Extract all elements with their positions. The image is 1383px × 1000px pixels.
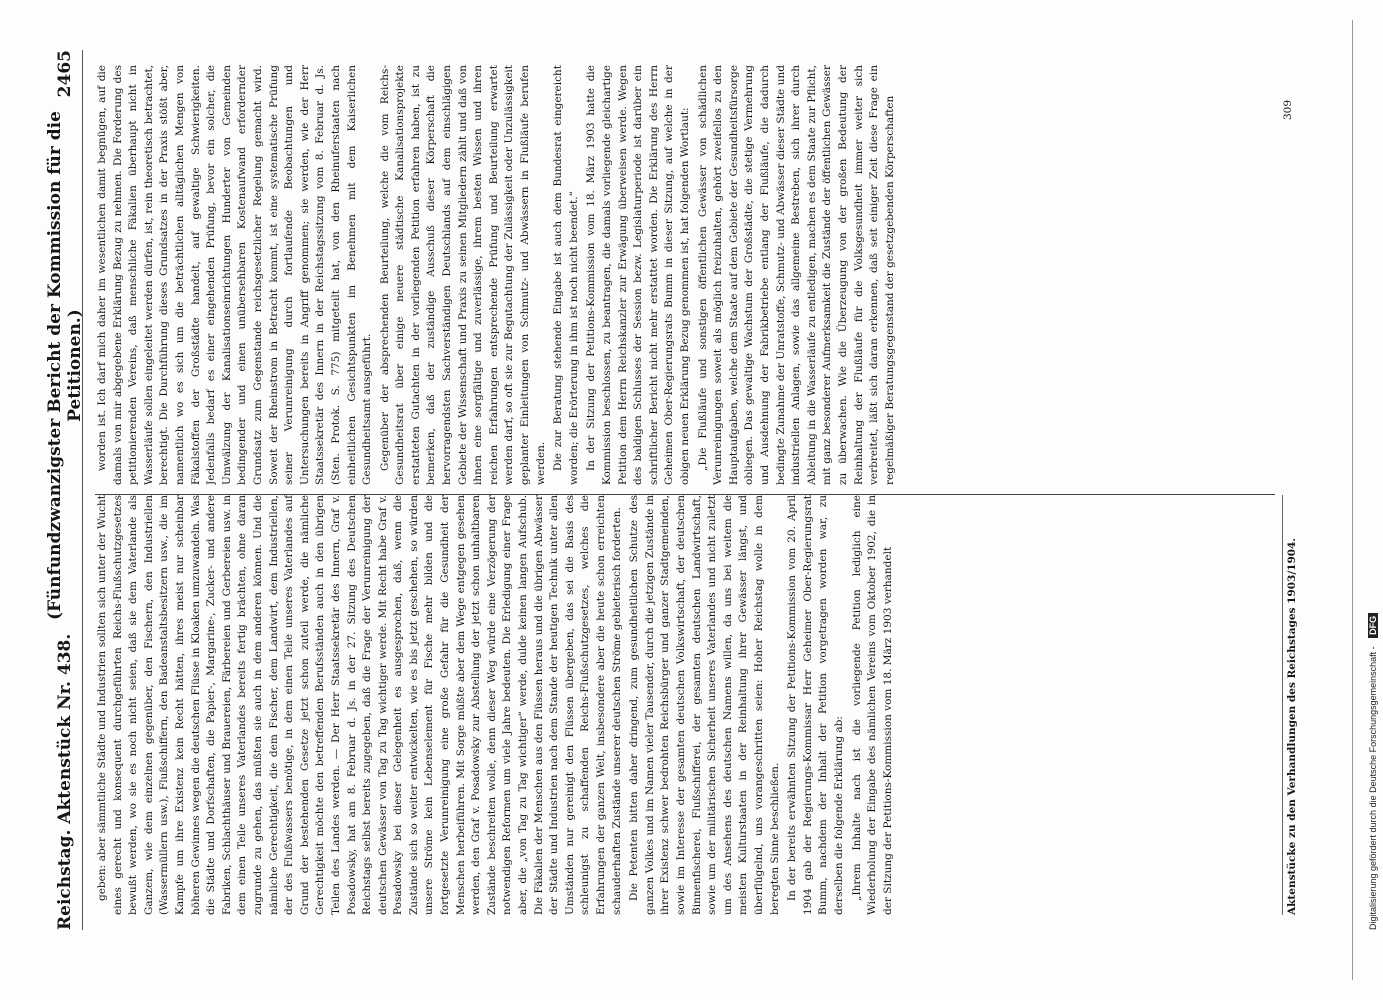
right-column <box>95 65 1275 485</box>
paragraph: Die zur Beratung stehende Eingabe ist auch dem Bundesrat eingereicht worden; die Erörterung in ihm ist noch nicht beendet.“ <box>552 65 580 485</box>
header-left: Reichstag. Aktenstück Nr. 438. <box>55 633 75 930</box>
paragraph: „Die Flußläufe und sonstigen öffentlichen Gewässer von schädlichen Verunreinigungen soweit als möglich freizuhalten, gehört zweifellos zu den Hauptaufgaben, welche dem Staate auf dem Gebiete der Gesundheitsfürsorge obliegen. Das gewaltige Wachstum der Großstädte, die stetige Vermehrung und Ausdehnung der Fabrikbetriebe entlang der Flußläufe, die dadurch bedingte Zunahme der Unratstoffe, Schmutz- und Abwässer dieser Städte und industriellen Anlagen, sowie das allgemeine Bestreben, sich ihrer durch Ableitung in die Wasserläufe zu entledigen, machen es dem Staate zur Pflicht, mit ganz besonderer Aufmerksamkeit die Zustände der öffentlichen Gewässer zu überwachen. Wie die Überzeugung von der großen Bedeutung der Reinhaltung der Flußläufe für die Volksgesundheit immer weiter sich verbreitet, läßt sich daran erkennen, daß seit einiger Zeit diese Frage ein regelmäßiger Beratungsgegenstand der gesetzgebenden Körperschaften <box>696 65 896 485</box>
column-divider <box>95 494 1275 495</box>
digitization-note <box>1368 0 1380 930</box>
paragraph: „Ihrem Inhalte nach ist die vorliegende Petition lediglich eine Wiederholung der Eingabe des nämlichen Vereins vom Oktober 1902, die in der Sitzung der Petitions-Kommission vom 18. März 1903 verhandelt <box>850 495 894 915</box>
paragraph: worden ist. Ich darf mich daher im wesentlichen damit begnügen, auf die damals von mir abgegebene Erklärung Bezug zu nehmen. Die Forderung des petitionierenden Vereins, daß menschliche Fäkalien überhaupt nicht in Wasserläufe sollen eingeleitet werden dürfen, ist, rein theoretisch betrachtet, berechtigt. Die Durchführung dieses Grundsatzes in der Praxis stößt aber, namentlich wo es sich um die beträchtlichen alltäglichen Mengen von Fäkalstoffen der Großstädte handelt, auf gewaltige Schwierigkeiten. Jedenfalls bedarf es einer eingehenden Prüfung, bevor ein solcher, die Umwälzung der Kanalisationseinrichtungen Hunderter von Gemeinden bedingender und einen unübersehbaren Kostenaufwand erfordernder Grundsatz zum Gegenstande reichsgesetzlicher Regelung gemacht wird. Soweit der Rheinstrom in Betracht kommt, ist eine systematische Prüfung seiner Verunreinigung durch fortlaufende Beobachtungen und Untersuchungen bereits in Angriff genommen; sie werden, wie der Herr Staatssekretär des Innern in der Reichstagssitzung vom 8. Februar d. Js. (Sten. Protok. S. 775) mitgeteilt hat, von den Rheinuferstaaten nach einheitlichen Gesichtspunkten im Benehmen mit dem Kaiserlichen Gesundheitsamt ausgeführt. <box>96 65 374 485</box>
paragraph: Gegenüber der absprechenden Beurteilung, welche die vom Reichs-Gesundheitsrat über einige neuere städtische Kanalisationsprojekte erstatteten Gutachten in der vorliegenden Petition erfahren haben, ist zu bemerken, daß der zuständige Ausschuß dieser Körperschaft die hervorragendsten Sachverständigen Deutschlands auf dem einschlägigen Gebiete der Wissenschaft und Praxis zu seinen Mitgliedern zählt und daß von ihnen eine sorgfältige und zuverlässige, ihrem besten Wissen und ihren reichen Erfahrungen entsprechende Prüfung und Beurteilung erwartet werden darf, so oft sie zur Begutachtung der Zulässigkeit oder Unzulässigkeit geplanter Einleitungen von Schmutz- und Abwässern in Flußläufe berufen werden. <box>378 65 547 485</box>
page-footer: Aktenstücke zu den Verhandlungen des Reichstages 1903/1904. <box>1282 495 1298 915</box>
margin-rule <box>1352 20 1353 980</box>
dfg-logo: DFG <box>1368 613 1378 638</box>
page-number: 2465 <box>55 50 75 98</box>
header-title: (Fünfundzwanzigster Bericht der Kommission für die Petitionen.) <box>45 111 85 621</box>
paragraph: In der Sitzung der Petitions-Kommission vom 18. März 1903 hatte die Kommission beschlossen, zu beantragen, die damals vorliegende gleichartige Petition dem Herrn Reichskanzler zur Erwägung überweisen werde. Wegen des baldigen Schlusses der Session bezw. Legislaturperiode ist darüber ein schriftlicher Bericht nicht mehr erstattet worden. Die Erklärung des Herrn Geheimen Ober-Regierungsrats Bumm in dieser Sitzung, auf welche in der obigen neuen Erklärung Bezug genommen ist, hat folgenden Wortlaut: <box>585 65 691 485</box>
page-header <box>45 50 85 930</box>
digitization-text: Digitalisierung gefördert durch die Deutsche Forschungsgemeinschaft - <box>1368 646 1378 930</box>
folio-number: 309 <box>1282 99 1294 120</box>
paragraph: Die Petenten bitten daher dringend, zum gesundheitlichen Schutze des ganzen Volkes und im Namen vieler Tausender, durch die jetzigen Zustände in ihrer Existenz schwer bedrohten Reichsbürger und ganzer Stadtgemeinden, sowie im Interesse der gesamten deutschen Volkswirtschaft, der deutschen Binnenfischerei, Flußschifferei, der gesamten deutschen Landwirtschaft, sowie um der militärischen Sicherheit unseres Vaterlandes und nicht zuletzt um des Ansehens des deutschen Namens willen, da uns bei weitem die meisten Kulturstaaten in der Reinhaltung ihrer Gewässer längst, und überflügelnd, uns vorangeschritten seien: Hoher Reichstag wolle in dem beregten Sinne beschließen. <box>628 495 781 915</box>
left-column <box>95 495 1275 915</box>
paragraph: geben: aber sämmtliche Städte und Industrien sollten sich unter der Wucht eines gerecht und konsequent durchgeführten Reichs-Flußschutzgesetzes bewußt werden, wo sie es noch nicht seien, daß sie dem Vaterlande als Ganzem, wie dem einzelnen gegenüber, den Fischern, den Industriellen (Wassermüllern usw.), Flußschiffern, den Badeanstaltsbesitzern usw., die im Kampfe um ihre Existenz kein Recht hätten, ihres meist nur scheinbar höheren Gewinnes wegen die deutschen Flüsse in Kloaken umzuwandeln. Was die Städte und Dorfschaften, die Papier-, Margarine-, Zucker- und andere Fabriken, Schlachthäuser und Brauereien, Färbereien und Gerbereien usw. in dem einen Teile unseres Vaterlandes bereits fertig brächten, ohne daran zugrunde zu gehen, das müßten sie auch in dem anderen können. Und die nämliche Gerechtigkeit, die dem Fischer, dem Landwirt, dem Industriellen, der des Flußwassers benötige, in dem einen Teile unseres Vaterlandes auf Grund der bestehenden Gesetze jetzt schon zuteil werde, die nämliche Gerechtigkeit möchte den betreffenden Berufsständen auch in den übrigen Teilen des Landes werden. — Der Herr Staatssekretär des Innern, Graf v. Posadowsky, hat am 8. Februar d. Js. in der 27. Sitzung des Deutschen Reichstags selbst bereits zugegeben, daß die Frage der Verunreinigung der deutschen Gewässer von Tag zu Tag wichtiger werde. Mit Recht habe Graf v. Posadowsky bei dieser Gelegenheit es ausgesprochen, daß, wenn die Zustände sich so weiter entwickelten, wie es bis jetzt geschehen, so würden unsere Ströme kein Lebenselement für Fische mehr bilden und die fortgesetzte Verunreinigung eine große Gefahr für die Gesundheit der Menschen herbeiführen. Mit Sorge müßte aber dem Wege entgegen gesehen werden, den Graf v. Posadowsky zur Abstellung der jetzt schon unhaltbaren Zustände beschreiten wolle, denn dieser Weg würde eine Verzögerung der notwendigen Reformen um viele Jahre bedeuten. Die Erledigung einer Frage aber, die „von Tag zu Tag wichtiger“ werde, dulde keinen langen Aufschub. Die Fäkalien der Menschen aus den Flüssen heraus und die übrigen Abwässer der Städte und Industrien nach dem Stande der heutigen Technik unter allen Umständen nur gereinigt den Flüssen übergeben, das sei die Basis des schleunigst zu schaffenden Reichs-Flußschutzgesetzes, welches die Erfahrungen der ganzen Welt, insbesondere aber die heute schon erreichten schauderhaften Zustände unserer deutschen Ströme gebieterisch forderten. <box>96 495 623 915</box>
paragraph: In der bereits erwähnten Sitzung der Petitions-Kommission vom 20. April 1904 gab der Regierungs-Kommissar Herr Geheimer Ober-Regierungsrat Bumm, nachdem der Inhalt der Petition vorgetragen worden war, zu derselben die folgende Erklärung ab: <box>786 495 845 915</box>
